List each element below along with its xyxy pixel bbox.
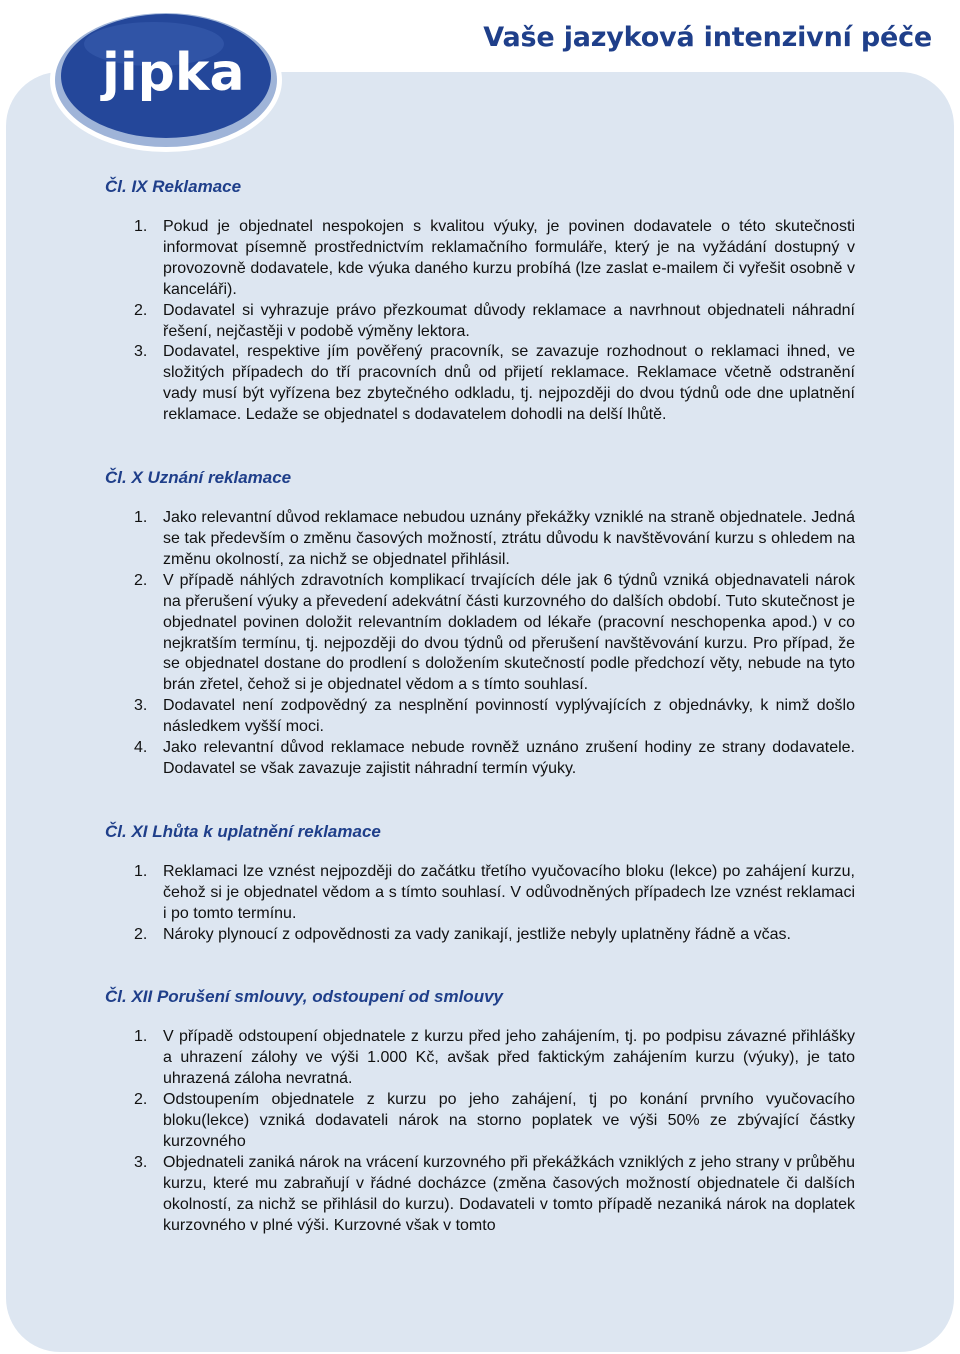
clause-number: 3. — [134, 697, 148, 715]
clause-text: Pokud je objednatel nespokojen s kvalitou výuky, je povinen dodavatele o této skutečnosti informovat písemně prostřednictvím reklamačního formuláře, který je na vyžádání dostupný v provozovně dodavatele, kde výuka daného kurzu probíhá (lze zaslat e-mailem či vyřešit osobně v kanceláři). — [163, 218, 855, 298]
clause-text: Dodavatel, respektive jím pověřený pracovník, se zavazuje rozhodnout o reklamaci ihned, ve složitých případech do tří pracovních dnů od přijetí reklamace. Reklamace včetně odstranění vady musí být vyřízena bez zbytečného odkladu, tj. nejpozději do dvou týdnů ode dne uplatnění reklamace. Ledaže se objednatel s dodavatelem dohodli na delší lhůtě. — [163, 343, 855, 424]
clause-list — [105, 217, 855, 426]
clause-item — [105, 508, 855, 571]
clause-number: 2. — [134, 571, 148, 589]
clause-item — [105, 342, 855, 426]
clause-number: 1. — [134, 1028, 148, 1046]
section-poruseni-smlouvy — [105, 986, 855, 1236]
clause-number: 1. — [134, 509, 148, 527]
clause-text: V případě náhlých zdravotních komplikací trvajících déle jak 6 týdnů vzniká objednavateli nárok na přerušení výuky a převedení adekvátní části kurzovného do dalších období. Tuto skutečnost je objednatel povinen doložit relevantním dokladem od lékaře (pracovní neschopenka apod.) v co nejkratším termínu, tj. nejpozději do dvou týdnů od přerušení navštěvování kurzu. Pro případ, že se objednatel dostane do prodlení s doložením skutečností podle předchozí věty, nebude na tyto brán zřetel, čehož si je objednatel vědom a s tímto souhlasí. — [163, 571, 855, 694]
clause-item — [105, 1027, 855, 1090]
clause-number: 1. — [134, 862, 148, 880]
clause-item — [105, 1090, 855, 1153]
section-title: Čl. IX Reklamace — [105, 177, 242, 196]
tagline: Vaše jazyková intenzivní péče — [483, 22, 932, 53]
section-title: Čl. X Uznání reklamace — [105, 468, 292, 488]
clause-number: 3. — [134, 343, 148, 361]
clause-list — [105, 862, 855, 946]
logo-text: jipka — [102, 43, 245, 103]
clause-item — [105, 696, 855, 738]
section-uznani-reklamace — [105, 467, 855, 780]
clause-text: Objednateli zaniká nárok na vrácení kurzovného při překážkách vzniklých z jeho strany v průběhu kurzu, které mu zabraňují v řádné docházce (změna časových možností objednatele či dalších okolností, za nichž se přihlásil do kurzu). Dodavateli v tomto případě nezaniká nárok na doplatek kurzovného v plné výši. Kurzovné však v tomto — [163, 1153, 855, 1234]
clause-item — [105, 1153, 855, 1237]
clause-list — [105, 508, 855, 780]
section-title: Čl. XI Lhůta k uplatnění reklamace — [105, 821, 381, 841]
clause-text: Jako relevantní důvod reklamace nebude rovněž uznáno zrušení hodiny ze strany dodavatele. Dodavatel se však zavazuje zajistit náhradní termín výuky. — [163, 739, 855, 777]
clause-item — [105, 217, 855, 301]
jipka-logo — [50, 4, 286, 154]
section-lhuta-reklamace — [105, 821, 855, 946]
clause-number: 3. — [134, 1153, 148, 1171]
clause-item — [105, 738, 855, 780]
clause-text: Jako relevantní důvod reklamace nebudou uznány překážky vzniklé na straně objednatele. Jedná se tak především o změnu časových možností, ztrátu důvodu k navštěvování kurzu s ohledem na změnu okolností, za nichž se objednatel přihlásil. — [163, 509, 855, 568]
clause-item — [105, 862, 855, 925]
clause-number: 4. — [134, 739, 148, 757]
clause-number: 2. — [134, 925, 148, 943]
section-reklamace — [105, 176, 855, 426]
clause-item — [105, 925, 855, 946]
clause-text: Dodavatel není zodpovědný za nesplnění povinností vyplývajících z objednávky, k nimž došlo následkem vyšší moci. — [163, 697, 855, 736]
document-body — [105, 176, 855, 1237]
clause-text: Nároky plynoucí z odpovědnosti za vady zanikají, jestliže nebyly uplatněny řádně a včas. — [163, 925, 791, 943]
clause-item — [105, 571, 855, 696]
clause-number: 2. — [134, 1091, 148, 1109]
clause-item — [105, 301, 855, 343]
clause-number: 1. — [134, 218, 148, 235]
clause-text: Reklamaci lze vznést nejpozději do začátku třetího vyučovacího bloku (lekce) po zahájení kurzu, čehož si je objednatel vědom a s tímto souhlasí. V odůvodněných případech lze vznést reklamaci i po tomto termínu. — [163, 862, 855, 922]
clause-text: Odstoupením objednatele z kurzu po jeho zahájení, tj po konání prvního vyučovacího bloku(lekce) vzniká dodavateli nárok na storno poplatek ve výši 50% ze zbývající částky kurzovného — [163, 1091, 855, 1150]
clause-text: Dodavatel si vyhrazuje právo přezkoumat důvody reklamace a navrhnout objednateli náhradní řešení, nejčastěji v podobě výměny lektora. — [163, 301, 855, 340]
clause-list — [105, 1027, 855, 1236]
clause-number: 2. — [134, 301, 148, 319]
section-title: Čl. XII Porušení smlouvy, odstoupení od smlouvy — [105, 987, 503, 1007]
clause-text: V případě odstoupení objednatele z kurzu před jeho zahájením, tj. po podpisu závazné přihlášky a uhrazení zálohy ve výši 1.000 Kč, avšak před faktickým zahájením kurzu (výuky), je tato uhrazená záloha nevratná. — [163, 1028, 855, 1088]
